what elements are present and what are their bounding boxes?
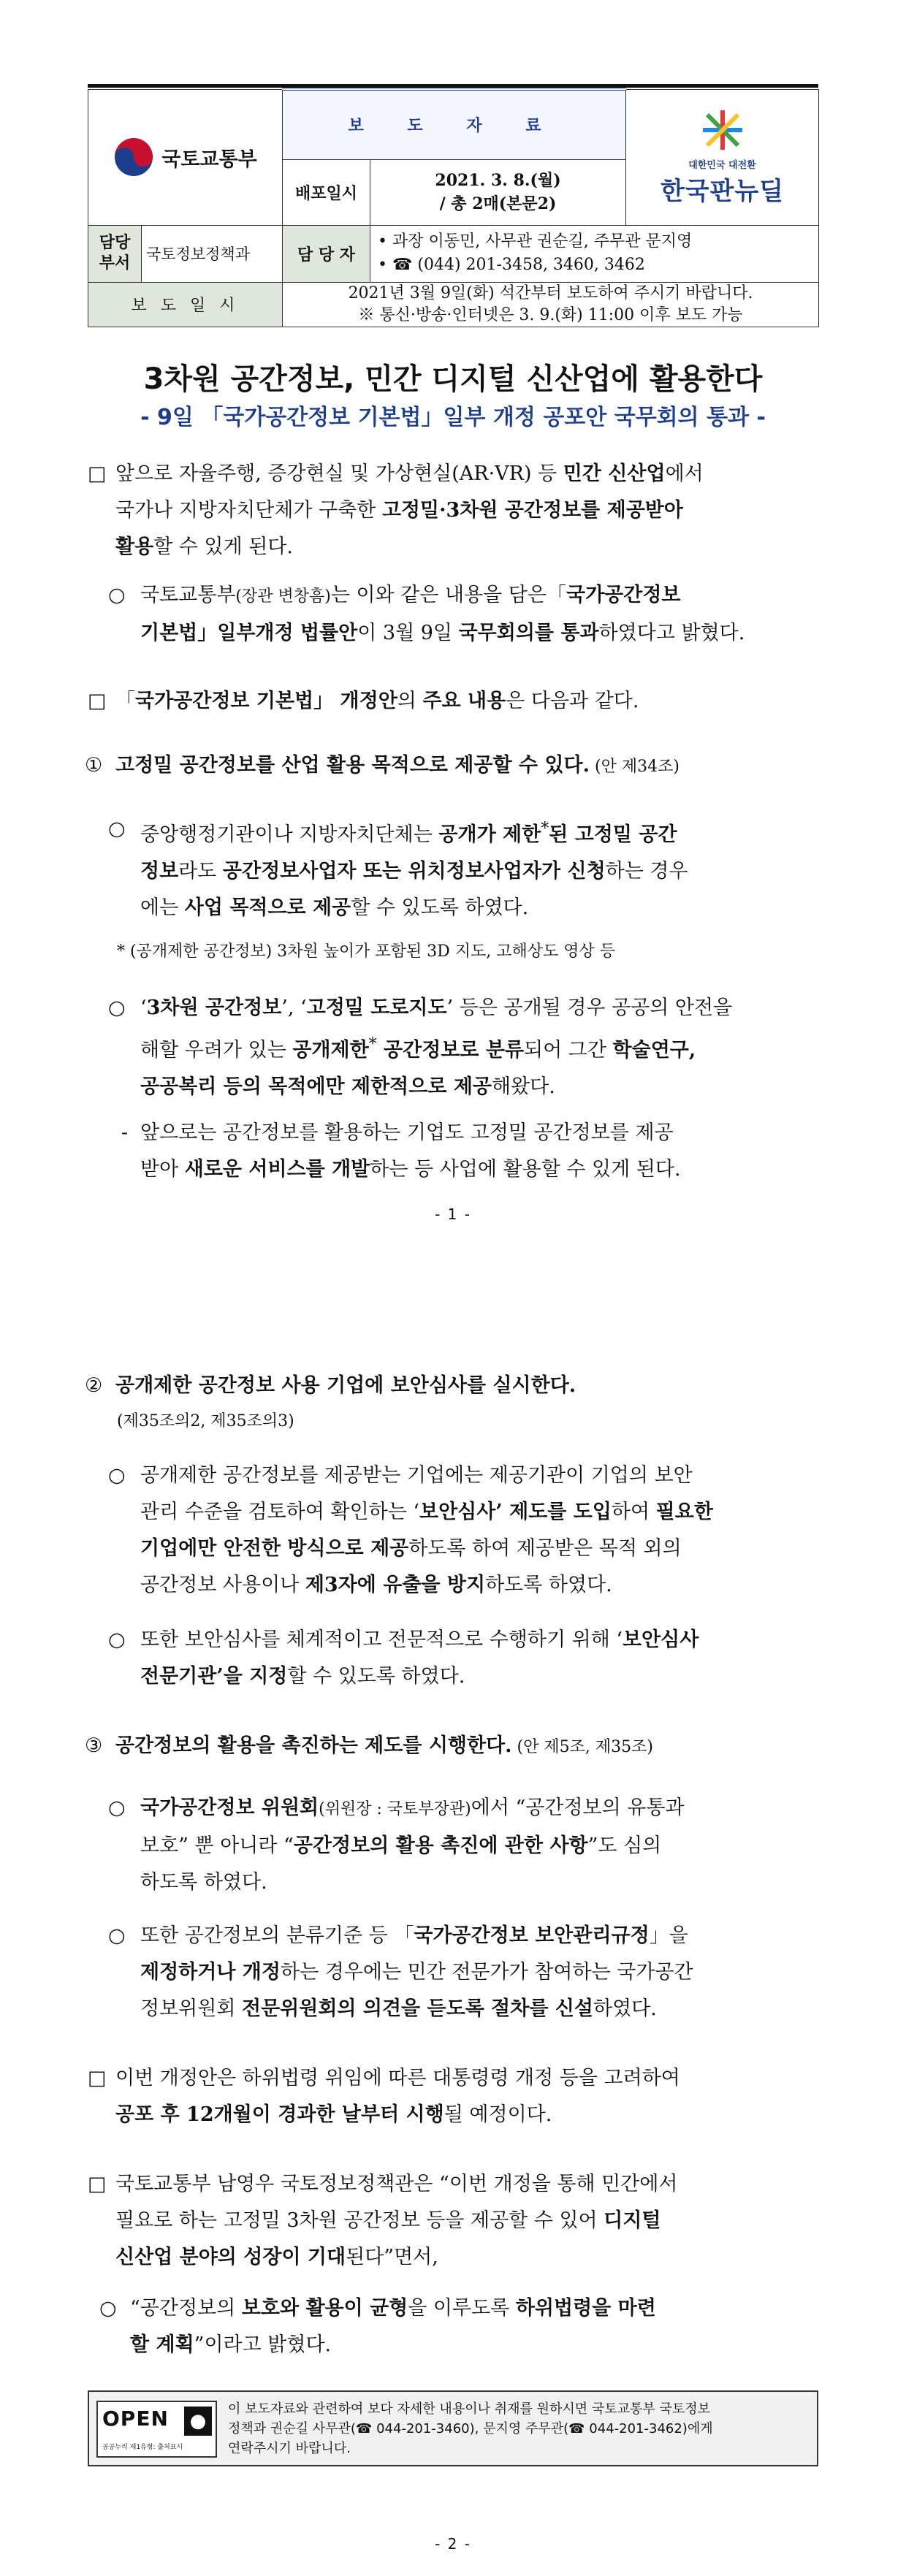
paragraph-plan: “공간정보의 보호와 활용이 균형을 이루도록 하위법령을 마련 할 계획”이라고 밝혔다. [130, 2297, 656, 2356]
number-bullet-2: ② [85, 1374, 103, 1397]
square-bullet: □ [88, 2067, 107, 2089]
paragraph-3d-restricted: ‘3차원 공간정보’, ‘고정밀 도로지도’ 등은 공개될 경우 공공의 안전을 해할 우려가 있는 공개제한* 공간정보로 분류되어 그간 학술연구, 공공복리 등의 목적에만 제한적으로 제공해왔다. [140, 997, 733, 1098]
header-table [88, 88, 819, 327]
section-heading-3: 공간정보의 활용을 촉진하는 제도를 시행한다. (안 제5조, 제35조) [115, 1734, 653, 1757]
new-deal-star-icon [697, 107, 748, 153]
paragraph-key-contents: 「국가공간정보 기본법」 개정안의 주요 내용은 다음과 같다. [115, 690, 639, 712]
paragraph-committee: 국가공간정보 위원회(위원장 : 국토부장관)에서 “공간정보의 유통과 보호” 뿐 아니라 “공간정보의 활용 촉진에 관한 사항”도 심의 하도록 하였다. [140, 1796, 685, 1894]
circle-bullet: ○ [108, 1796, 126, 1819]
paragraph-effective-date: 이번 개정안은 하위법령 위임에 따른 대통령령 개정 등을 고려하여 공포 후 12개월이 경과한 날부터 시행될 예정이다. [115, 2067, 680, 2126]
paragraph-security-review: 공개제한 공간정보를 제공받는 기업에는 제공기관이 기업의 보안 관리 수준을 검토하여 확인하는 ‘보안심사’ 제도를 도입하여 필요한 기업에만 안전한 방식으로 제공하도록 하여 제공받은 목적 외의 공간정보 사용이나 제3자에 유출을 방지하도록 하였다. [140, 1464, 713, 1596]
circle-bullet: ○ [108, 1628, 126, 1651]
brand-cell [626, 89, 819, 225]
dept-label: 담당 부서 [88, 225, 142, 282]
circle-bullet: ○ [108, 1464, 126, 1487]
release-date-line2: / 총 2매(본문2) [439, 194, 557, 213]
release-date-label: 배포일시 [283, 159, 370, 225]
circle-bullet: ○ [108, 584, 126, 606]
page-number-1: - 1 - [435, 1205, 471, 1223]
embargo-line1: 2021년 3월 9일(화) 석간부터 보도하여 주시기 바랍니다. [348, 283, 753, 302]
person-line1: • 과장 이동민, 사무관 권순길, 주무관 문지영 [378, 232, 693, 251]
page-number-2: - 2 - [435, 2535, 471, 2553]
footer-contact-text: 이 보도자료와 관련하여 보다 자세한 내용이나 취재를 원하시면 국토교통부 국토정보 정책과 권순길 사무관(☎ 044-201-3460), 문지영 주무관(☎ 044-201-3462)에게 연락주시기 바랍니다. [228, 2401, 713, 2456]
footnote-restricted-info: * (공개제한 공간정보) 3차원 높이가 포함된 3D 지도, 고해상도 영상 등 [117, 942, 616, 961]
person-icon: ● [184, 2407, 212, 2436]
release-date-value [370, 159, 626, 225]
embargo-value [283, 282, 819, 327]
brand-slogan: 대한민국 대전환 [688, 160, 756, 171]
sub-title: - 9일 「국가공간정보 기본법」일부 개정 공포안 국무회의 통과 - [140, 405, 766, 430]
embargo-line2: ※ 통신·방송·인터넷은 3. 9.(화) 11:00 이후 보도 가능 [358, 305, 743, 324]
number-bullet-1: ① [85, 754, 103, 777]
dept-value: 국토정보정책과 [142, 225, 283, 282]
square-bullet: □ [88, 690, 107, 712]
section-heading-2-ref: (제35조의2, 제35조의3) [117, 1412, 294, 1430]
paragraph-intro: 앞으로 자율주행, 증강현실 및 가상현실(AR·VR) 등 민간 신산업에서 국가나 지방자치단체가 구축한 고정밀·3차원 공간정보를 제공받아 활용할 수 있게 된다. [115, 462, 704, 558]
release-date-line1: 2021. 3. 8.(월) [435, 171, 561, 190]
contact-footer [88, 2390, 818, 2466]
paragraph-provision: 중앙행정기관이나 지방자치단체는 공개가 제한*된 고정밀 공간 정보라도 공간정보사업자 또는 위치정보사업자가 신청하는 경우 에는 사업 목적으로 제공할 수 있도록 하였다. [140, 820, 688, 919]
person-line2: • ☎ (044) 201-3458, 3460, 3462 [378, 256, 645, 274]
ministry-logo-cell [88, 89, 283, 225]
brand-name: 한국판뉴딜 [660, 177, 785, 206]
press-release-header [88, 84, 818, 324]
square-bullet: □ [88, 462, 107, 485]
dash-bullet: - [121, 1121, 129, 1144]
kogl-open-logo [96, 2401, 217, 2458]
embargo-label: 보 도 일 시 [88, 282, 283, 327]
section-heading-2: 공개제한 공간정보 사용 기업에 보안심사를 실시한다. [115, 1374, 576, 1397]
open-word: OPEN [102, 2407, 169, 2431]
open-license-type: 공공누리 제1유형: 출처표시 [102, 2444, 183, 2451]
person-label: 담 당 자 [283, 225, 370, 282]
ministry-name: 국토교통부 [161, 148, 257, 171]
number-bullet-3: ③ [85, 1734, 103, 1757]
paragraph-ministry: 국토교통부(장관 변창흠)는 이와 같은 내용을 담은「국가공간정보 기본법」일부개정 법률안이 3월 9일 국무회의를 통과하였다고 밝혔다. [140, 584, 745, 644]
circle-bullet: ○ [108, 1924, 126, 1947]
person-value [370, 225, 819, 282]
paragraph-official-quote: 국토교통부 남영우 국토정보정책관은 “이번 개정을 통해 민간에서 필요로 하는 고정밀 3차원 공간정보 등을 제공할 수 있어 디지털 신산업 분야의 성장이 기대된다”면서, [115, 2173, 678, 2268]
circle-bullet: ○ [99, 2297, 117, 2320]
section-heading-1: 고정밀 공간정보를 산업 활용 목적으로 제공할 수 있다. (안 제34조) [115, 754, 680, 777]
square-bullet: □ [88, 2173, 107, 2195]
paragraph-security-regulation: 또한 공간정보의 분류기준 등 「국가공간정보 보안관리규정」을 제정하거나 개정하는 경우에는 민간 전문가가 참여하는 국가공간 정보위원회 전문위원회의 의견을 듣도록 절차를 신설하였다. [140, 1924, 693, 2020]
main-title: 3차원 공간정보, 민간 디지털 신산업에 활용한다 [143, 362, 763, 396]
paragraph-specialized-agency: 또한 보안심사를 체계적이고 전문적으로 수행하기 위해 ‘보안심사 전문기관’을 지정할 수 있도록 하였다. [140, 1628, 699, 1688]
taegeuk-emblem-icon [113, 137, 154, 178]
circle-bullet: ○ [108, 818, 126, 840]
doc-title: 보 도 자 료 [283, 89, 626, 159]
paragraph-future-use: 앞으로는 공간정보를 활용하는 기업도 고정밀 공간정보를 제공 받아 새로운 서비스를 개발하는 등 사업에 활용할 수 있게 된다. [140, 1121, 681, 1181]
circle-bullet: ○ [108, 997, 126, 1019]
